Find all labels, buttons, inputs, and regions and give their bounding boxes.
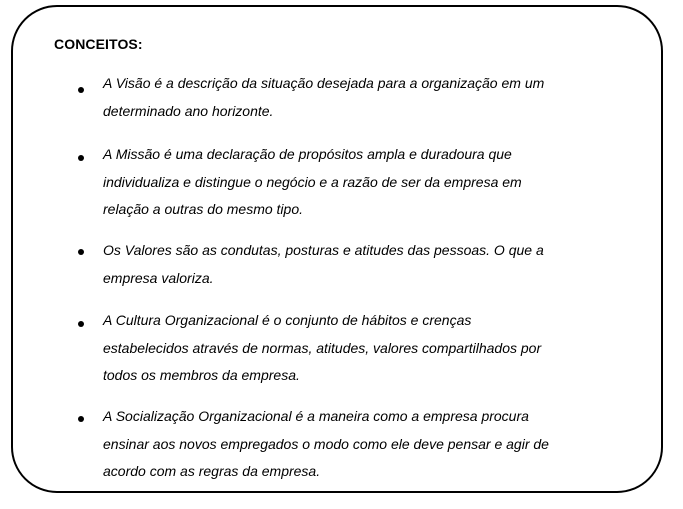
list-item-text: A Visão é a descrição da situação desejada para a organização em um determinado ano horizonte. [103, 75, 545, 119]
list-item-text: A Socialização Organizacional é a maneira como a empresa procura ensinar aos novos empregados o modo como ele deve pensar e agir de acordo com as regras da empresa. [103, 408, 549, 479]
list-item-text: A Missão é uma declaração de propósitos ampla e duradoura que individualiza e distingue o negócio e a razão de ser da empresa em relação a outras do mesmo tipo. [103, 146, 522, 217]
bullet-icon [78, 416, 84, 422]
bullet-icon [78, 87, 84, 93]
bullet-icon [78, 249, 84, 255]
list-item-text: Os Valores são as condutas, posturas e atitudes das pessoas. O que a empresa valoriza. [103, 242, 544, 286]
section-heading: CONCEITOS: [54, 36, 143, 52]
bullet-icon [78, 321, 84, 327]
bullet-icon [78, 155, 84, 161]
list-item-text: A Cultura Organizacional é o conjunto de hábitos e crenças estabelecidos através de normas, atitudes, valores compartilhados por todos os membros da empresa. [103, 312, 542, 383]
